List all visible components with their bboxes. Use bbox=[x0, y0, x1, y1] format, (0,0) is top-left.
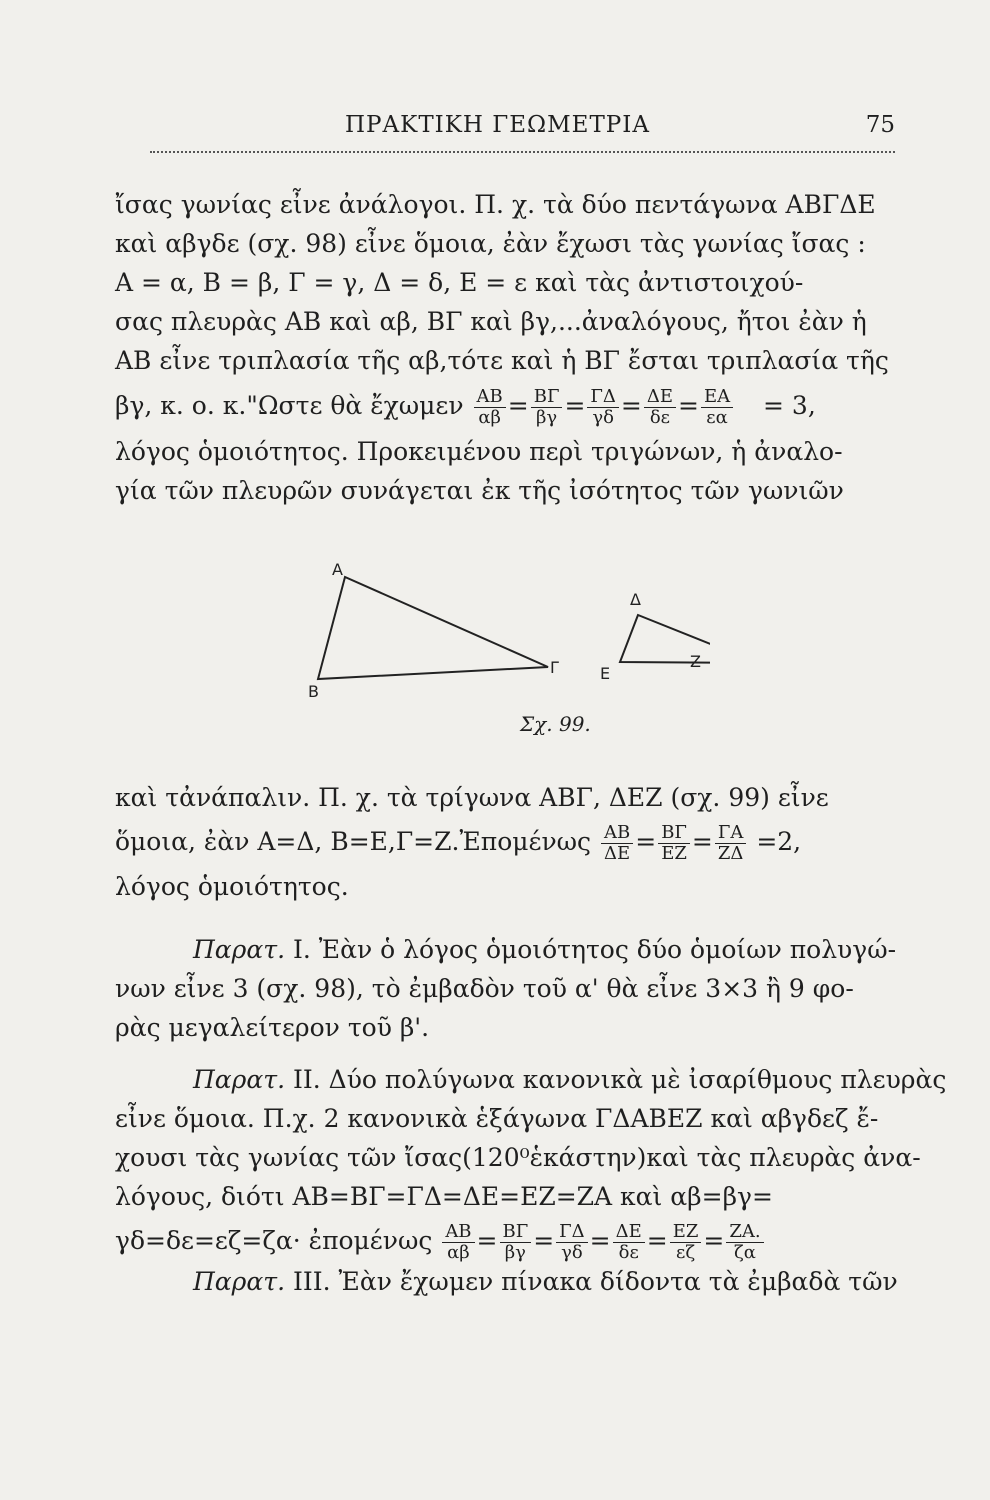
text-line: λόγος ὁμοιότητος. Προκειμένου περὶ τριγώνων, ἡ ἀναλο- bbox=[115, 437, 843, 466]
fraction-numerator: ΓΔ bbox=[587, 387, 619, 408]
ratio-equation bbox=[115, 1216, 905, 1266]
fraction bbox=[531, 387, 563, 428]
fraction-numerator: ΑΒ bbox=[442, 1222, 474, 1243]
text-line: λόγους, διότι ΑΒ=ΒΓ=ΓΔ=ΔΕ=ΕΖ=ΖΑ καὶ αβ=βγ= bbox=[115, 1182, 773, 1211]
equals-sign: = bbox=[635, 827, 657, 856]
fraction-numerator: ΔΕ bbox=[644, 387, 676, 408]
fraction bbox=[726, 1222, 763, 1263]
fraction bbox=[658, 823, 690, 864]
note-text: ΙΙΙ. Ἐὰν ἔχωμεν πίνακα δίδοντα τὰ ἐμβαδὰ τῶν bbox=[293, 1267, 898, 1296]
text-line: Α = α, Β = β, Γ = γ, Δ = δ, Ε = ε καὶ τὰς ἀντιστοιχού- bbox=[115, 268, 804, 297]
note-label: Παρατ. bbox=[193, 1267, 286, 1296]
fraction-group bbox=[440, 1221, 765, 1263]
fraction-group bbox=[599, 822, 748, 864]
text-line bbox=[115, 930, 905, 969]
note-text: ΙΙ. Δύο πολύγωνα κανονικὰ μὲ ἰσαρίθμους πλευρὰς bbox=[293, 1065, 947, 1094]
note-2 bbox=[115, 1060, 947, 1266]
fraction-numerator: ΕΖ bbox=[670, 1222, 702, 1243]
text-line: ΑΒ εἶνε τριπλασία τῆς αβ,τότε καὶ ἡ ΒΓ ἔσται τριπλασία τῆς bbox=[115, 346, 889, 375]
equation-lead: ὅμοια, ἐὰν Α=Δ, Β=Ε,Γ=Ζ.Ἐπομένως bbox=[115, 827, 592, 856]
header-rule bbox=[150, 151, 895, 153]
fraction bbox=[701, 387, 733, 428]
text-line: σας πλευρὰς ΑΒ καὶ αβ, ΒΓ καὶ βγ,...ἀναλόγους, ἤτοι ἐὰν ἡ bbox=[115, 307, 867, 336]
fraction-denominator: βγ bbox=[504, 1242, 526, 1263]
equals-sign: = bbox=[677, 391, 699, 420]
fraction-numerator: ΒΓ bbox=[531, 387, 563, 408]
note-1 bbox=[115, 930, 905, 1047]
equals-sign: = bbox=[703, 1226, 725, 1255]
fraction bbox=[715, 823, 747, 864]
note-label: Παρατ. bbox=[193, 1065, 286, 1094]
text-line: γία τῶν πλευρῶν συνάγεται ἐκ τῆς ἰσότητος τῶν γωνιῶν bbox=[115, 476, 844, 505]
equation-lead: βγ, κ. ο. κ."Ωστε θὰ ἔχωμεν bbox=[115, 391, 464, 420]
equals-sign: = bbox=[620, 391, 642, 420]
equation-result: = 3, bbox=[763, 391, 816, 420]
fraction bbox=[587, 387, 619, 428]
fraction-denominator: εα bbox=[706, 407, 728, 428]
paragraph-1 bbox=[115, 185, 905, 510]
figure-caption: Σχ. 99. bbox=[520, 712, 591, 736]
fraction bbox=[670, 1222, 702, 1263]
fraction-numerator: ΒΓ bbox=[500, 1222, 532, 1243]
fraction bbox=[474, 387, 506, 428]
note-text: Ι. Ἐὰν ὁ λόγος ὁμοιότητος δύο ὁμοίων πολυγώ- bbox=[293, 935, 897, 964]
equals-sign: = bbox=[589, 1226, 611, 1255]
equation-lead: γδ=δε=εζ=ζα· ἐπομένως bbox=[115, 1226, 433, 1255]
vertex-label-e: E bbox=[600, 664, 611, 683]
equals-sign: = bbox=[476, 1226, 498, 1255]
page-number: 75 bbox=[865, 112, 895, 138]
fraction-numerator: ΖΑ. bbox=[726, 1222, 763, 1243]
fraction-denominator: αβ bbox=[447, 1242, 470, 1263]
text-line bbox=[115, 1262, 905, 1301]
fraction bbox=[613, 1222, 645, 1263]
fraction-numerator: ΕΑ bbox=[701, 387, 733, 408]
text-line: χουσι τὰς γωνίας τῶν ἴσας(120⁰ἑκάστην)καὶ τὰς πλευρὰς ἀνα- bbox=[115, 1143, 921, 1172]
fraction bbox=[556, 1222, 588, 1263]
page-header bbox=[150, 112, 895, 148]
equals-sign: = bbox=[646, 1226, 668, 1255]
equals-sign: = bbox=[564, 391, 586, 420]
vertex-label-a: A bbox=[332, 560, 343, 579]
equals-sign: = bbox=[691, 827, 713, 856]
text-line: καὶ αβγδε (σχ. 98) εἶνε ὅμοια, ἐὰν ἔχωσι τὰς γωνίας ἴσας : bbox=[115, 229, 866, 258]
text-line: εἶνε ὅμοια. Π.χ. 2 κανονικὰ ἑξάγωνα ΓΔΑΒΕΖ καὶ αβγδεζ ἔ- bbox=[115, 1104, 879, 1133]
fraction-denominator: δε bbox=[649, 407, 670, 428]
fraction-denominator: δε bbox=[618, 1242, 639, 1263]
paragraph-2 bbox=[115, 778, 905, 906]
fraction-denominator: ζα bbox=[733, 1242, 756, 1263]
fraction bbox=[442, 1222, 474, 1263]
note-3 bbox=[115, 1262, 905, 1301]
text-line: νων εἶνε 3 (σχ. 98), τὸ ἐμβαδὸν τοῦ α' θὰ εἶνε 3×3 ἢ 9 φο- bbox=[115, 974, 854, 1003]
triangles-diagram bbox=[290, 555, 710, 715]
text-line: ἴσας γωνίας εἶνε ἀνάλογοι. Π. χ. τὰ δύο πεντάγωνα ΑΒΓΔΕ bbox=[115, 190, 876, 219]
equals-sign: = bbox=[533, 1226, 555, 1255]
running-title: ΠΡΑΚΤΙΚΗ ΓΕΩΜΕΤΡΙΑ bbox=[345, 112, 650, 138]
fraction-denominator: ΔΕ bbox=[604, 843, 631, 864]
fraction-denominator: γδ bbox=[592, 407, 614, 428]
note-label: Παρατ. bbox=[193, 935, 286, 964]
fraction-denominator: ΕΖ bbox=[661, 843, 687, 864]
ratio-equation bbox=[115, 817, 905, 867]
text-line bbox=[115, 1060, 947, 1099]
fraction-denominator: βγ bbox=[535, 407, 558, 428]
vertex-label-g: Γ bbox=[550, 658, 559, 677]
figure-99 bbox=[290, 555, 710, 755]
ratio-equation bbox=[115, 380, 905, 432]
fraction-denominator: αβ bbox=[478, 407, 501, 428]
fraction bbox=[644, 387, 676, 428]
vertex-label-b: B bbox=[308, 682, 319, 701]
fraction-denominator: ΖΔ bbox=[717, 843, 744, 864]
fraction-group bbox=[472, 386, 736, 428]
text-line: καὶ τἀνάπαλιν. Π. χ. τὰ τρίγωνα ΑΒΓ, ΔΕΖ (σχ. 99) εἶνε bbox=[115, 783, 829, 812]
vertex-label-d: Δ bbox=[630, 590, 641, 609]
fraction bbox=[601, 823, 633, 864]
fraction-denominator: εζ bbox=[676, 1242, 696, 1263]
vertex-label-z: Z bbox=[690, 652, 701, 671]
fraction-numerator: ΑΒ bbox=[474, 387, 506, 408]
fraction-numerator: ΔΕ bbox=[613, 1222, 645, 1243]
fraction-numerator: ΓΔ bbox=[556, 1222, 588, 1243]
fraction-numerator: ΑΒ bbox=[601, 823, 633, 844]
text-line: ρὰς μεγαλείτερον τοῦ β'. bbox=[115, 1013, 430, 1042]
equation-result: =2, bbox=[756, 827, 802, 856]
fraction-numerator: ΓΑ bbox=[715, 823, 747, 844]
fraction bbox=[500, 1222, 532, 1263]
fraction-numerator: ΒΓ bbox=[658, 823, 690, 844]
equals-sign: = bbox=[507, 391, 529, 420]
text-line: λόγος ὁμοιότητος. bbox=[115, 872, 349, 901]
triangle-abg bbox=[318, 577, 548, 679]
fraction-denominator: γδ bbox=[561, 1242, 583, 1263]
